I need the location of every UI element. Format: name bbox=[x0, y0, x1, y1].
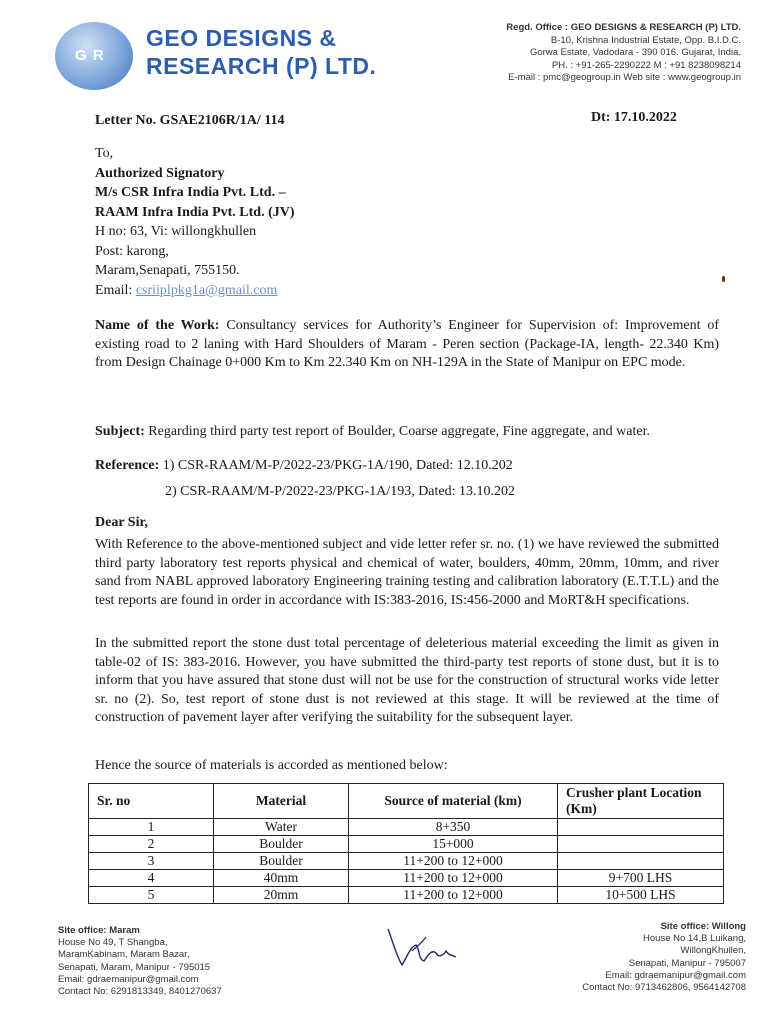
recipient-email-link[interactable]: csriiplpkg1a@gmail.com bbox=[135, 282, 278, 298]
name-of-work bbox=[95, 317, 719, 373]
signature bbox=[382, 925, 462, 973]
body-paragraph-1: With Reference to the above-mentioned subject and vide letter refer sr. no. (1) we have reviewed the submitted third party laboratory test reports physical and chemical of water, boulders, 40mm, 20mm, 10mm, and river sand from NABL approved laboratory Engineering training testing and calibration laboratory (E.T.T.L) and the test reports are found in order in accordance with IS:383-2016, IS:456-2000 and MoRT&H specifications. bbox=[95, 537, 719, 608]
company-name-line1: GEO DESIGNS & bbox=[146, 25, 337, 51]
cell-material: Water bbox=[214, 819, 349, 836]
office-heading: Regd. Office : GEO DESIGNS & RESEARCH (P) LTD. bbox=[506, 22, 741, 33]
cell-sr: 1 bbox=[89, 819, 214, 836]
office-line: B-10, Krishna Industrial Estate, Opp. B.I.D.C. bbox=[550, 34, 741, 46]
table-row bbox=[89, 819, 724, 836]
company-name-line2: RESEARCH (P) LTD. bbox=[146, 53, 377, 79]
company-name bbox=[146, 24, 376, 80]
logo-text: G R bbox=[75, 47, 105, 64]
subject-label: Subject: bbox=[95, 424, 145, 439]
office-line: PH. : +91-265-2290222 M : +91 8238098214 bbox=[551, 59, 741, 71]
site-office-maram bbox=[58, 925, 222, 998]
recipient-line: Post: karong, bbox=[95, 243, 169, 259]
site-office-line: Senapati, Maram, Manipur - 795015 bbox=[58, 961, 211, 973]
cell-source: 11+200 to 12+000 bbox=[349, 887, 558, 904]
body-paragraph-2: In the submitted report the stone dust total percentage of deleterious material exceeding the limit as given in table-02 of IS: 383-2016. However, you have submitted the third-party test reports of stone dust, but it is to inform that you have assured that stone dust will not be use for the construction of structural works vide letter sr. no (2). So, test report of stone dust is not reviewed at this stage. It will be reviewed at the time of construction of pavement layer after verifying the suitability for the subsequent layer. bbox=[95, 636, 719, 726]
cell-source: 15+000 bbox=[349, 836, 558, 853]
cell-sr: 2 bbox=[89, 836, 214, 853]
site-office-willong bbox=[516, 921, 746, 994]
table-row bbox=[89, 870, 724, 887]
recipient-line: Authorized Signatory bbox=[95, 165, 225, 181]
reference bbox=[95, 457, 719, 476]
cell-crusher bbox=[558, 836, 724, 853]
reference-label: Reference: bbox=[95, 458, 160, 473]
header-source: Source of material (km) bbox=[349, 784, 558, 819]
work-label: Name of the Work: bbox=[95, 318, 220, 333]
cell-material: 20mm bbox=[214, 887, 349, 904]
letter-number: Letter No. GSAE2106R/1A/ 114 bbox=[95, 113, 285, 128]
header-material: Material bbox=[214, 784, 349, 819]
cell-crusher: 9+700 LHS bbox=[558, 870, 724, 887]
cell-material: 40mm bbox=[214, 870, 349, 887]
table-row bbox=[89, 836, 724, 853]
cell-source: 8+350 bbox=[349, 819, 558, 836]
registered-office bbox=[421, 22, 741, 85]
header-crusher: Crusher plant Location (Km) bbox=[558, 784, 724, 819]
cell-source: 11+200 to 12+000 bbox=[349, 853, 558, 870]
recipient-line: RAAM Infra India Pvt. Ltd. (JV) bbox=[95, 204, 295, 220]
email-label: Email: bbox=[95, 282, 136, 298]
cell-crusher bbox=[558, 853, 724, 870]
site-office-heading: Site office: Willong bbox=[660, 921, 746, 932]
cell-crusher bbox=[558, 819, 724, 836]
recipient-line: Maram,Senapati, 755150. bbox=[95, 263, 240, 278]
site-office-line: Contact No: 6291813349, 8401270637 bbox=[58, 986, 222, 998]
materials-table bbox=[88, 783, 724, 904]
site-office-line: House No 49, T Shangba, bbox=[58, 937, 168, 949]
subject-text: Regarding third party test report of Boulder, Coarse aggregate, Fine aggregate, and water. bbox=[144, 424, 650, 439]
cell-crusher: 10+500 LHS bbox=[558, 887, 724, 904]
office-line: E-mail : pmc@geogroup.in Web site : www.geogroup.in bbox=[508, 72, 741, 84]
cell-sr: 5 bbox=[89, 887, 214, 904]
site-office-line: WillongKhullen, bbox=[680, 945, 746, 957]
recipient-line: M/s CSR Infra India Pvt. Ltd. – bbox=[95, 185, 286, 200]
letter-date: Dt: 17.10.2022 bbox=[591, 110, 677, 125]
table-header-row bbox=[89, 784, 724, 819]
cell-material: Boulder bbox=[214, 836, 349, 853]
table-row bbox=[89, 887, 724, 904]
subject bbox=[95, 423, 719, 442]
recipient-address bbox=[95, 144, 295, 300]
site-office-line: Senapati, Manipur - 795007 bbox=[628, 957, 746, 969]
site-office-line: House No 14,B Luikang, bbox=[643, 933, 746, 945]
recipient-line: H no: 63, Vi: willongkhullen bbox=[95, 224, 257, 239]
site-office-line: Email: gdraemanipur@gmail.com bbox=[58, 973, 199, 985]
site-office-heading: Site office: Maram bbox=[58, 925, 140, 936]
office-line: Gorwa Estate, Vadodara - 390 016. Gujarat, India. bbox=[529, 47, 741, 59]
reference-1: 1) CSR-RAAM/M-P/2022-23/PKG-1A/190, Dated: 12.10.202 bbox=[159, 458, 513, 473]
body-paragraph-3: Hence the source of materials is accorded as mentioned below: bbox=[95, 758, 448, 773]
header-sr-no: Sr. no bbox=[89, 784, 214, 819]
salutation: Dear Sir, bbox=[95, 515, 148, 530]
reference-2: 2) CSR-RAAM/M-P/2022-23/PKG-1A/193, Dated: 13.10.202 bbox=[165, 484, 516, 499]
work-text: Consultancy services for Authority’s Engineer for Supervision of: Improvement of existing road to 2 laning with Hard Shoulders of Maram - Peren section (Package-IA, length- 22.340 Km) from Design Chainage 0+000 Km to Km 22.340 Km on NH-129A in the State of Manipur on EPC mode. bbox=[95, 318, 719, 371]
site-office-line: MaramKabinam, Maram Bazar, bbox=[58, 949, 190, 961]
to-label: To, bbox=[95, 146, 114, 161]
cell-sr: 3 bbox=[89, 853, 214, 870]
cell-source: 11+200 to 12+000 bbox=[349, 870, 558, 887]
site-office-line: Contact No: 9713462806, 9564142708 bbox=[582, 982, 746, 994]
cell-material: Boulder bbox=[214, 853, 349, 870]
recipient-email-row bbox=[95, 281, 295, 301]
table-row bbox=[89, 853, 724, 870]
ink-mark bbox=[722, 276, 725, 282]
site-office-line: Email: gdraemanipur@gmail.com bbox=[605, 969, 746, 981]
cell-sr: 4 bbox=[89, 870, 214, 887]
